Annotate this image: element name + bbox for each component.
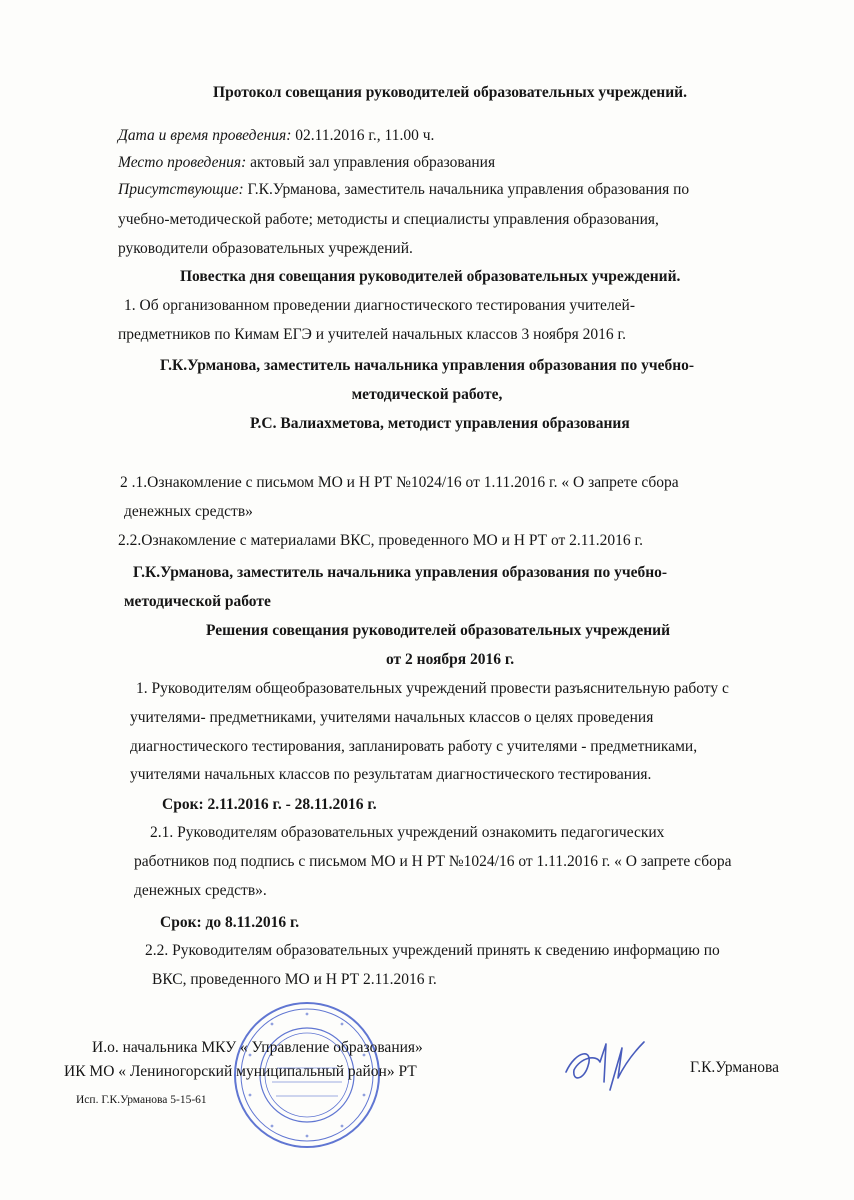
speaker-3-line-1: Г.К.Урманова, заместитель начальника управления образования по учебно- bbox=[133, 564, 668, 581]
decision-2-1-line-1: 2.1. Руководителям образовательных учреждений ознакомить педагогических bbox=[150, 824, 665, 841]
agenda-item-1-line-2: предметников по Кимам ЕГЭ и учителей начальных классов 3 ноября 2016 г. bbox=[118, 326, 627, 343]
speaker-2: Р.С. Валиахметова, методист управления образования bbox=[250, 415, 630, 432]
place-label: Место проведения: bbox=[118, 154, 247, 171]
date-label: Дата и время проведения: bbox=[118, 127, 292, 144]
signer-name: Г.К.Урманова bbox=[690, 1059, 780, 1076]
agenda-item-2-2: 2.2.Ознакомление с материалами ВКС, проведенного МО и Н РТ от 2.11.2016 г. bbox=[118, 532, 643, 549]
speaker-1-line-1: Г.К.Урманова, заместитель начальника управления образования по учебно- bbox=[160, 357, 695, 374]
decision-1-line-4: учителями начальных классов по результатам диагностического тестирования. bbox=[130, 766, 652, 783]
agenda-item-1-line-1: 1. Об организованном проведении диагностического тестирования учителей- bbox=[124, 297, 635, 314]
decision-2-1-line-2: работников под подпись с письмом МО и Н РТ №1024/16 от 1.11.2016 г. « О запрете сбора bbox=[134, 853, 732, 870]
decision-2-1-line-3: денежных средств». bbox=[134, 882, 267, 899]
present-line-1 bbox=[118, 180, 689, 200]
speaker-3-line-2: методической работе bbox=[124, 593, 271, 610]
decision-2-1-deadline: Срок: до 8.11.2016 г. bbox=[160, 914, 300, 931]
present-value: Г.К.Урманова, заместитель начальника управления образования по bbox=[243, 181, 690, 198]
place-line bbox=[118, 153, 495, 173]
decision-2-2-line-1: 2.2. Руководителям образовательных учреждений принять к сведению информацию по bbox=[145, 942, 720, 959]
date-line bbox=[118, 126, 434, 146]
present-line-2: учебно-методической работе; методисты и специалисты управления образования, bbox=[118, 211, 659, 228]
agenda-item-2-1-line-2: денежных средств» bbox=[124, 503, 253, 520]
decision-2-2-line-2: ВКС, проведенного МО и Н РТ 2.11.2016 г. bbox=[152, 971, 437, 988]
executor-note: Исп. Г.К.Урманова 5-15-61 bbox=[76, 1094, 207, 1106]
decision-1-deadline: Срок: 2.11.2016 г. - 28.11.2016 г. bbox=[162, 796, 377, 813]
place-value: актовый зал управления образования bbox=[246, 154, 496, 171]
signature bbox=[560, 1032, 650, 1102]
protocol-title: Протокол совещания руководителей образовательных учреждений. bbox=[213, 84, 687, 101]
present-line-3: руководители образовательных учреждений. bbox=[118, 240, 413, 257]
speaker-1-line-2: методической работе, bbox=[351, 386, 503, 403]
decision-1-line-2: учителями- предметниками, учителями начальных классов о целях проведения bbox=[130, 709, 654, 726]
agenda-title: Повестка дня совещания руководителей образовательных учреждений. bbox=[180, 268, 681, 285]
position-line-2: ИК МО « Лениногорский муниципальный район» РТ bbox=[64, 1063, 417, 1080]
present-label: Присутствующие: bbox=[118, 181, 244, 198]
date-value: 02.11.2016 г., 11.00 ч. bbox=[291, 127, 435, 144]
position-line-1: И.о. начальника МКУ « Управление образования» bbox=[92, 1039, 423, 1056]
decision-1-line-3: диагностического тестирования, запланировать работу с учителями - предметниками, bbox=[130, 738, 698, 755]
decision-1-line-1: 1. Руководителям общеобразовательных учреждений провести разъяснительную работу с bbox=[136, 680, 729, 697]
decisions-title-line-2: от 2 ноября 2016 г. bbox=[386, 651, 515, 668]
agenda-item-2-1-line-1: 2 .1.Ознакомление с письмом МО и Н РТ №1024/16 от 1.11.2016 г. « О запрете сбора bbox=[120, 474, 679, 491]
decisions-title-line-1: Решения совещания руководителей образовательных учреждений bbox=[206, 622, 671, 639]
